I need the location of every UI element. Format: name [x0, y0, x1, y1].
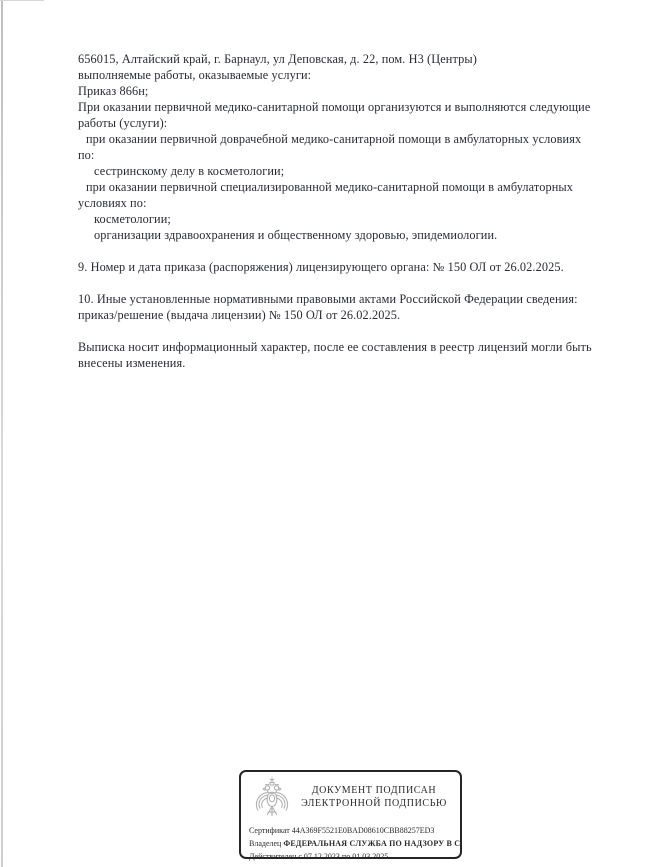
stamp-title-line2: ЭЛЕКТРОННОЙ ПОДПИСЬЮ: [301, 797, 447, 809]
text-line: Приказ 866н;: [78, 84, 149, 98]
disclaimer-line: Выписка носит информационный характер, после ее составления в реестр лицензий могли быть: [78, 340, 592, 354]
blank-line: [78, 275, 630, 291]
certificate-value: 44A369F5521E0BAD08610CBB88257ED3: [291, 826, 435, 835]
scan-left-edge-line: [1, 0, 3, 867]
certificate-line: [249, 824, 455, 837]
russian-double-headed-eagle-icon: [250, 776, 294, 823]
certificate-label: Сертификат: [249, 826, 290, 835]
paragraph-10-line: приказ/решение (выдача лицензии) № 150 ОЛ от 26.02.2025.: [78, 308, 401, 322]
stamp-title: [294, 776, 454, 810]
scan-top-edge-line: [0, 0, 44, 1]
paragraph-9: 9. Номер и дата приказа (распоряжения) лицензирующего органа: № 150 ОЛ от 26.02.2025.: [78, 260, 564, 274]
text-line: При оказании первичной медико-санитарной помощи организуются и выполняются следующие: [78, 100, 591, 114]
stamp-header: [241, 772, 460, 822]
document-body-text: [78, 51, 630, 371]
owner-line: [249, 837, 460, 850]
owner-value: ФЕДЕРАЛЬНАЯ СЛУЖБА ПО НАДЗОРУ В С: [283, 839, 460, 848]
text-line: организации здравоохранения и общественному здоровью, эпидемиологии.: [94, 228, 498, 242]
electronic-signature-stamp: [239, 770, 462, 859]
blank-line: [78, 243, 630, 259]
stamp-title-line1: ДОКУМЕНТ ПОДПИСАН: [311, 785, 437, 796]
validity-line: Действителен с 07.12.2023 по 01.03.2025: [249, 852, 389, 861]
stamp-details: [241, 822, 460, 863]
address-line: 656015, Алтайский край, г. Барнаул, ул Деповская, д. 22, пом. Н3 (Центры): [78, 52, 477, 66]
text-line: условиях по:: [78, 196, 147, 210]
disclaimer-line: внесены изменения.: [78, 356, 186, 370]
paragraph-10-line: 10. Иные установленные нормативными правовыми актами Российской Федерации сведения:: [78, 292, 578, 306]
text-line: выполняемые работы, оказываемые услуги:: [78, 68, 312, 82]
text-line: по:: [78, 148, 95, 162]
text-line: сестринскому делу в косметологии;: [94, 164, 285, 178]
text-line: при оказании первичной доврачебной медико-санитарной помощи в амбулаторных условиях: [86, 132, 582, 146]
text-line: при оказании первичной специализированной медико-санитарной помощи в амбулаторных: [86, 180, 573, 194]
text-line: работы (услуги):: [78, 116, 168, 130]
text-line: косметологии;: [94, 212, 171, 226]
owner-label: Владелец: [249, 839, 282, 848]
blank-line: [78, 323, 630, 339]
